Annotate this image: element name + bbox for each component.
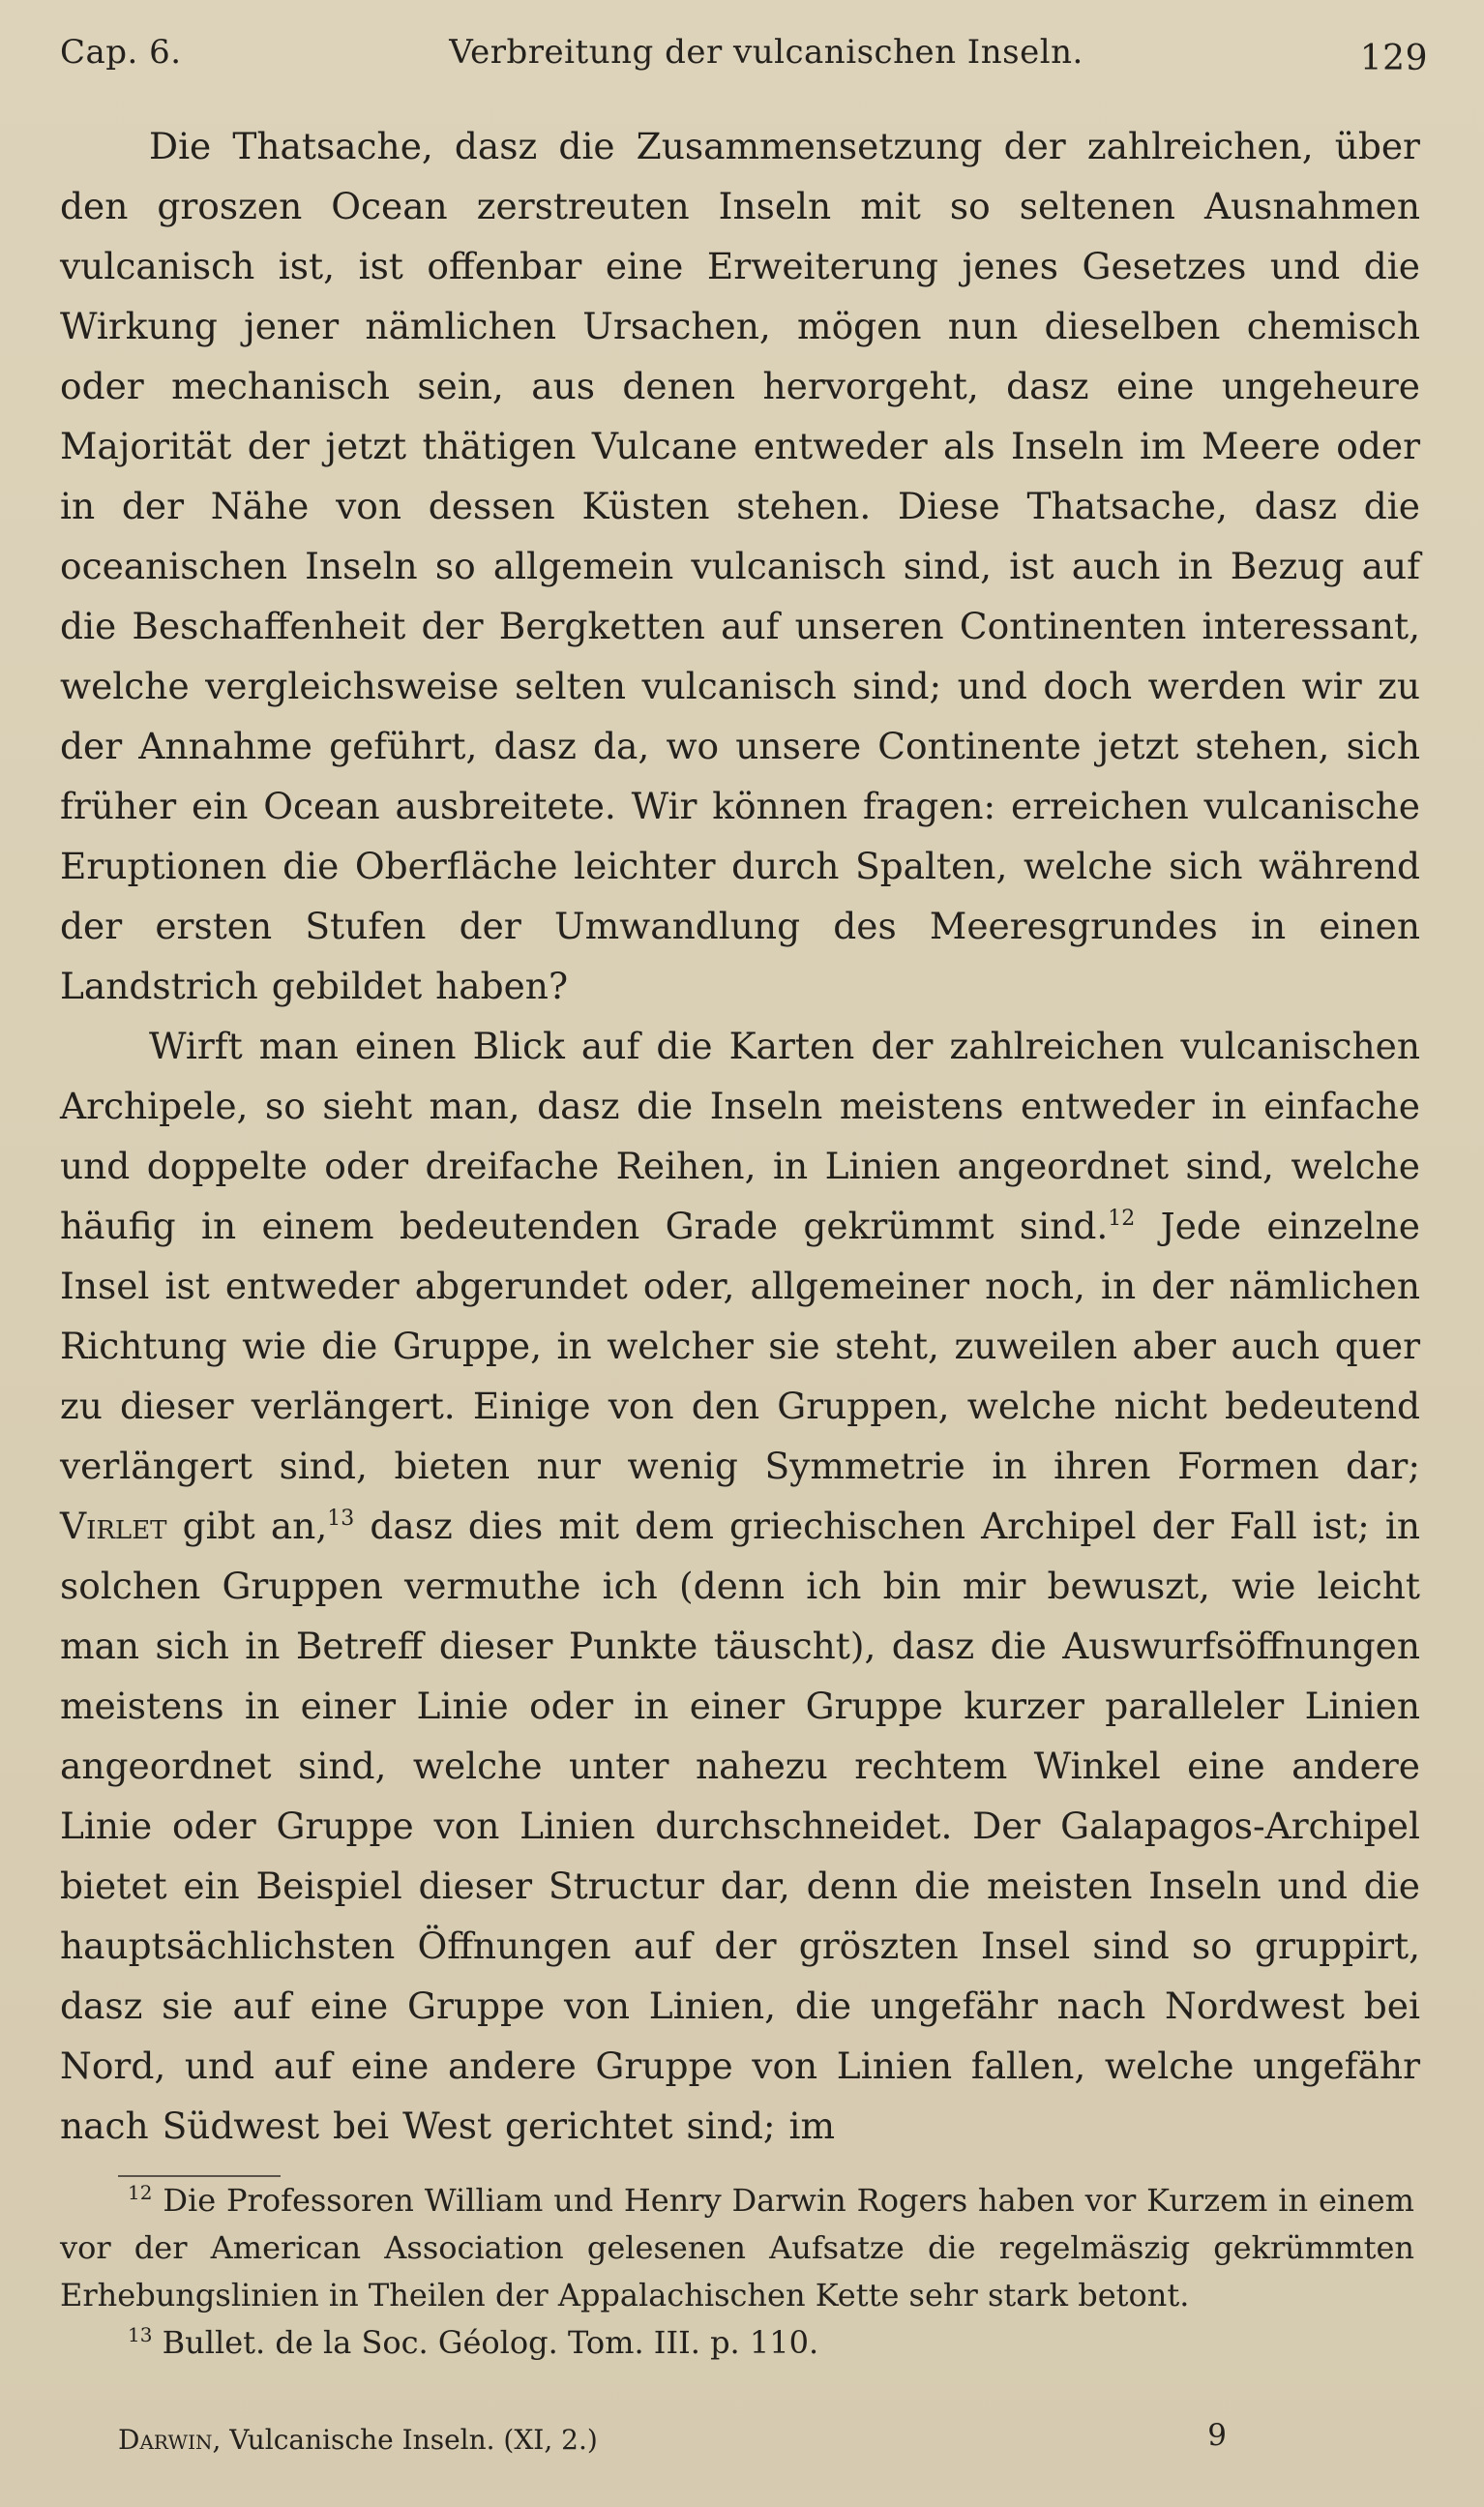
footnote-13: [60, 2319, 1414, 2367]
paragraph-1: [60, 116, 1420, 1016]
paragraph-2-text-a: Wirft man einen Blick auf die Karten der zahlreichen vulcanischen Archipele, so sieht man, dasz die Inseln meistens entweder in einfache und doppelte oder dreifache Reihen, in Linien angeordnet sind, welche häufig in einem bedeutenden Grade gekrümmt sind.: [60, 1025, 1420, 1247]
footnote-marker-13: 13: [128, 2323, 153, 2346]
footer-author: Darwin: [118, 2424, 213, 2456]
footnote-12-text: Die Professoren William und Henry Darwin Rogers haben vor Kurzem in einem vor der American Association gelesenen Aufsatze die regelmäszig gekrümmten Erhebungslinien in Theilen der Appalachischen Kette sehr stark betont.: [60, 2182, 1414, 2313]
footnote-13-text: Bullet. de la Soc. Géolog. Tom. III. p. 110.: [152, 2324, 819, 2361]
paragraph-2: [60, 1016, 1420, 2156]
footer-citation: [118, 2424, 598, 2456]
paragraph-2-text-c: gibt an,: [166, 1505, 328, 1547]
page-footer: [118, 2418, 1227, 2462]
footnote-ref-13[interactable]: 13: [327, 1507, 355, 1531]
footnote-marker-12: 12: [128, 2181, 153, 2204]
paragraph-2-text-d: dasz dies mit dem griechischen Archipel der Fall ist; in solchen Gruppen vermuthe ich (denn ich bin mir bewuszt, wie leicht man sich in Betreff dieser Punkte täuscht), dasz die Auswurfsöffnungen meistens in einer Linie oder in einer Gruppe kurzer paralleler Linien angeordnet sind, welche unter nahezu rechtem Winkel eine andere Linie oder Gruppe von Linien durchschneidet. Der Galapagos-Archipel bietet ein Beispiel dieser Structur dar, denn die meisten Inseln und die hauptsächlichsten Öffnungen auf der gröszten Insel sind so gruppirt, dasz sie auf eine Gruppe von Linien, die ungefähr nach Nordwest bei Nord, und auf eine andere Gruppe von Linien fallen, welche ungefähr nach Südwest bei West gerichtet sind; im: [60, 1505, 1421, 2147]
footnote-12: [60, 2177, 1414, 2319]
paragraph-2-text-b: Jede einzelne Insel ist entweder abgerundet oder, allgemeiner noch, in der nämlichen Richtung wie die Gruppe, in welcher sie steht, zuweilen aber auch quer zu dieser verlängert. Einige von den Gruppen, welche nicht bedeutend verlängert sind, bieten nur wenig Symmetrie in ihren Formen dar;: [60, 1205, 1420, 1487]
body-text: [60, 116, 1420, 2156]
running-title: Verbreitung der vulcanischen Inseln.: [449, 33, 1083, 72]
page-number: 129: [1359, 39, 1428, 78]
footnote-ref-12[interactable]: 12: [1108, 1207, 1136, 1231]
sheet-signature: 9: [1207, 2418, 1227, 2453]
footnotes: [60, 2177, 1414, 2367]
footer-title: , Vulcanische Inseln. (XI, 2.): [212, 2424, 598, 2456]
paragraph-1-text: Die Thatsache, dasz die Zusammensetzung der zahlreichen, über den groszen Ocean zerstreuten Inseln mit so seltenen Ausnahmen vulcanisch ist, ist offenbar eine Erweiterung jenes Gesetzes und die Wirkung jener nämlichen Ursachen, mögen nun dieselben chemisch oder mechanisch sein, aus denen hervorgeht, dasz eine ungeheure Majorität der jetzt thätigen Vulcane entweder als Inseln im Meere oder in der Nähe von dessen Küsten stehen. Diese Thatsache, dasz die oceanischen Inseln so allgemein vulcanisch sind, ist auch in Bezug auf die Beschaffenheit der Bergketten auf unseren Continenten interessant, welche vergleichsweise selten vulcanisch sind; und doch werden wir zu der Annahme geführt, dasz da, wo unsere Continente jetzt stehen, sich früher ein Ocean ausbreitete. Wir können fragen: erreichen vulcanische Eruptionen die Oberfläche leichter durch Spalten, welche sich während der ersten Stufen der Umwandlung des Meeresgrundes in einen Landstrich gebildet haben?: [60, 125, 1420, 1007]
author-name-virlet: Virlet: [60, 1505, 167, 1547]
chapter-label: Cap. 6.: [60, 33, 182, 72]
running-head: [60, 33, 1428, 83]
